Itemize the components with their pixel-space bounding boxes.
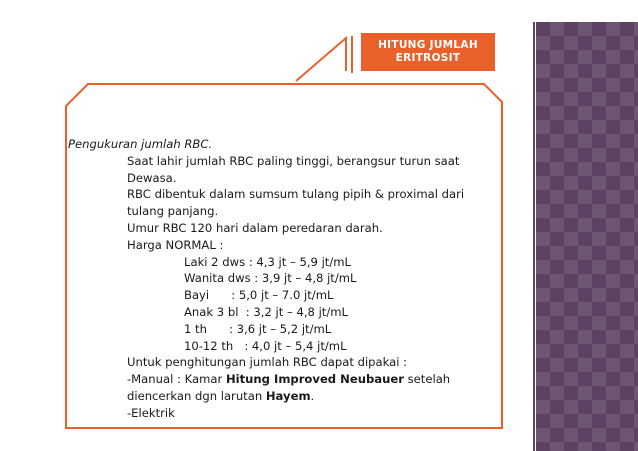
content-line: Dewasa. bbox=[127, 170, 177, 185]
slide-title bbox=[361, 33, 495, 71]
electric-method: -Elektrik bbox=[127, 405, 175, 420]
content-line: Saat lahir jumlah RBC paling tinggi, berangsur turun saat bbox=[127, 153, 460, 168]
manual-prefix: -Manual : Kamar bbox=[127, 372, 226, 387]
content-line: Umur RBC 120 hari dalam peredaran darah. bbox=[127, 220, 383, 235]
method-intro: Untuk penghitungan jumlah RBC dapat dipakai : bbox=[127, 355, 408, 370]
normal-value-row: Bayi : 5,0 jt – 7.0 jt/mL bbox=[184, 288, 334, 303]
content-line: RBC dibentuk dalam sumsum tulang pipih & proximal dari bbox=[127, 187, 465, 202]
manual-device-name: Hitung Improved Neubauer bbox=[225, 372, 404, 387]
manual-line2-prefix: diencerkan dgn larutan bbox=[127, 388, 266, 403]
content-heading: Pengukuran jumlah RBC. bbox=[68, 137, 213, 151]
content-line: tulang panjang. bbox=[127, 204, 219, 219]
normal-value-row: Wanita dws : 3,9 jt – 4,8 jt/mL bbox=[184, 271, 357, 286]
manual-line2-suffix: . bbox=[310, 388, 315, 403]
manual-method-line bbox=[68, 371, 498, 388]
normal-value-row: 1 th : 3,6 jt – 5,2 jt/mL bbox=[184, 321, 332, 336]
diluent-name: Hayem bbox=[265, 388, 311, 403]
manual-suffix: setelah bbox=[403, 372, 451, 387]
normal-value-row: 10-12 th : 4,0 jt – 5,4 jt/mL bbox=[184, 338, 347, 353]
normal-value-row: Laki 2 dws : 4,3 jt – 5,9 jt/mL bbox=[184, 254, 352, 269]
normal-value-row: Anak 3 bl : 3,2 jt – 4,8 jt/mL bbox=[184, 304, 348, 319]
content-line: Harga NORMAL : bbox=[127, 237, 224, 252]
slide-content bbox=[68, 136, 498, 422]
slide-title-text: HITUNG JUMLAH ERITROSIT bbox=[378, 39, 478, 64]
manual-method-line-2 bbox=[68, 388, 498, 405]
